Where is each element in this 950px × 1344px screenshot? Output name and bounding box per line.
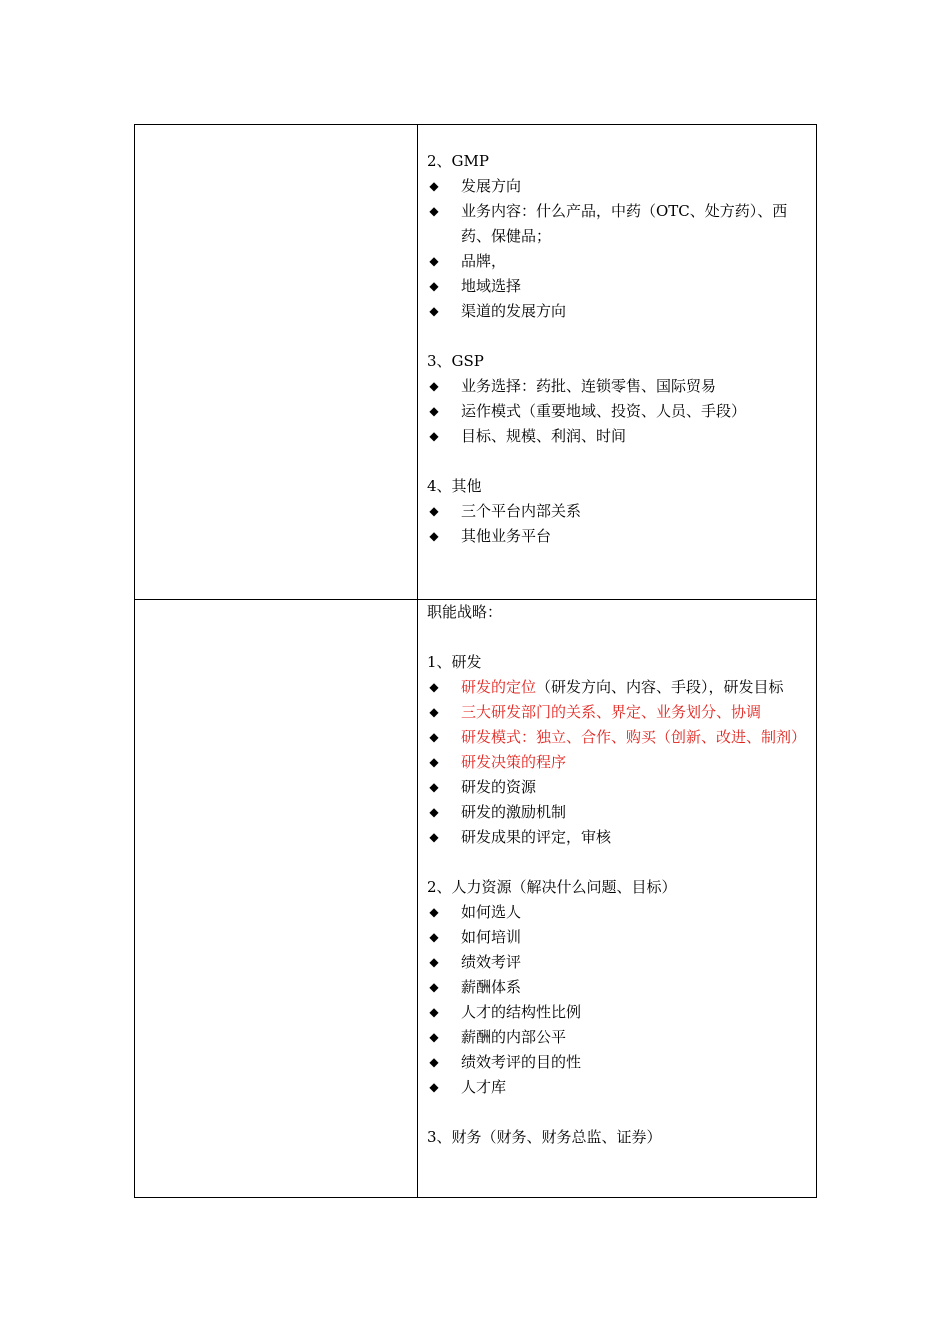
section-heading: 3、财务（财务、财务总监、证券） <box>427 1128 662 1146</box>
diamond-bullet-icon: ◆ <box>429 930 439 944</box>
list-item: ◆ 研发的定位（研发方向、内容、手段），研发目标 <box>427 675 808 700</box>
list-item: ◆ 研发模式：独立、合作、购买（创新、改进、制剂） <box>427 725 808 750</box>
right-cell <box>418 600 817 1198</box>
right-cell <box>418 125 817 600</box>
section-title: 职能战略： <box>427 603 503 621</box>
list-item: ◆ 目标、规模、利润、时间 <box>427 424 808 449</box>
diamond-bullet-icon: ◆ <box>429 980 439 994</box>
list-item: ◆ 发展方向 <box>427 174 808 199</box>
list-item: ◆ 地域选择 <box>427 274 808 299</box>
diamond-bullet-icon: ◆ <box>429 529 439 543</box>
left-cell <box>135 125 418 600</box>
list-item: ◆ 绩效考评的目的性 <box>427 1050 808 1075</box>
list-item: ◆ 人才库 <box>427 1075 808 1100</box>
diamond-bullet-icon: ◆ <box>429 404 439 418</box>
diamond-bullet-icon: ◆ <box>429 955 439 969</box>
section-heading: 2、GMP <box>427 152 489 170</box>
diamond-bullet-icon: ◆ <box>429 730 439 744</box>
diamond-bullet-icon: ◆ <box>429 504 439 518</box>
diamond-bullet-icon: ◆ <box>429 279 439 293</box>
diamond-bullet-icon: ◆ <box>429 1005 439 1019</box>
diamond-bullet-icon: ◆ <box>429 805 439 819</box>
diamond-bullet-icon: ◆ <box>429 204 439 218</box>
list-item: ◆ 人才的结构性比例 <box>427 1000 808 1025</box>
diamond-bullet-icon: ◆ <box>429 254 439 268</box>
list-item: ◆ 三个平台内部关系 <box>427 499 808 524</box>
list-item: ◆ 如何选人 <box>427 900 808 925</box>
list-item: ◆ 薪酬的内部公平 <box>427 1025 808 1050</box>
diamond-bullet-icon: ◆ <box>429 680 439 694</box>
diamond-bullet-icon: ◆ <box>429 1080 439 1094</box>
strategy-table <box>134 124 817 1198</box>
list-item: ◆ 品牌， <box>427 249 808 274</box>
diamond-bullet-icon: ◆ <box>429 755 439 769</box>
list-item: ◆ 业务内容：什么产品，中药（OTC、处方药）、西药、保健品； <box>427 199 808 249</box>
list-item: ◆ 绩效考评 <box>427 950 808 975</box>
list-item: ◆ 研发决策的程序 <box>427 750 808 775</box>
list-item: ◆ 如何培训 <box>427 925 808 950</box>
diamond-bullet-icon: ◆ <box>429 304 439 318</box>
list-item: ◆ 其他业务平台 <box>427 524 808 549</box>
diamond-bullet-icon: ◆ <box>429 379 439 393</box>
left-cell <box>135 600 418 1198</box>
section-heading: 4、其他 <box>427 477 482 495</box>
diamond-bullet-icon: ◆ <box>429 429 439 443</box>
list-item: ◆ 渠道的发展方向 <box>427 299 808 324</box>
table-row <box>135 600 817 1198</box>
list-item: ◆ 业务选择：药批、连锁零售、国际贸易 <box>427 374 808 399</box>
diamond-bullet-icon: ◆ <box>429 780 439 794</box>
list-item: ◆ 运作模式（重要地域、投资、人员、手段） <box>427 399 808 424</box>
list-item: ◆ 研发的资源 <box>427 775 808 800</box>
section-heading: 3、GSP <box>427 352 484 370</box>
list-item: ◆ 三大研发部门的关系、界定、业务划分、协调 <box>427 700 808 725</box>
list-item: ◆ 研发的激励机制 <box>427 800 808 825</box>
diamond-bullet-icon: ◆ <box>429 1055 439 1069</box>
section-heading: 2、人力资源（解决什么问题、目标） <box>427 878 677 896</box>
diamond-bullet-icon: ◆ <box>429 179 439 193</box>
list-item: ◆ 研发成果的评定，审核 <box>427 825 808 850</box>
section-heading: 1、研发 <box>427 653 482 671</box>
diamond-bullet-icon: ◆ <box>429 830 439 844</box>
table-row <box>135 125 817 600</box>
diamond-bullet-icon: ◆ <box>429 905 439 919</box>
diamond-bullet-icon: ◆ <box>429 705 439 719</box>
diamond-bullet-icon: ◆ <box>429 1030 439 1044</box>
list-item: ◆ 薪酬体系 <box>427 975 808 1000</box>
